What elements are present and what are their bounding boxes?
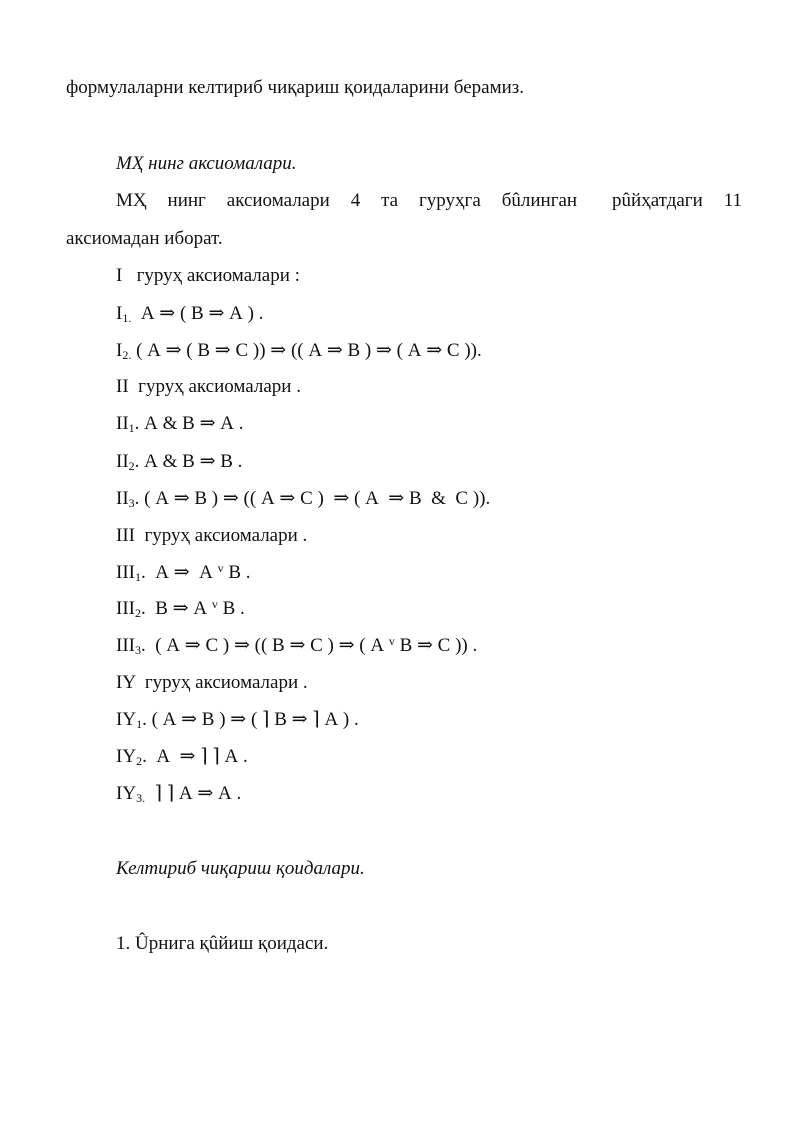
group-4-heading: IY гуруҳ аксиомалари .	[116, 672, 308, 693]
intro-line: формулаларни келтириб чиқариш қоидаларини берамиз.	[66, 77, 525, 98]
axiom-label: I	[116, 303, 123, 324]
axiom-label: III	[116, 598, 135, 619]
axiom-formula: . А ⇒ ⌉ ⌉ А .	[142, 746, 248, 767]
word: гуруҳга	[419, 190, 481, 211]
disjunction-symbol: v	[211, 597, 218, 611]
axiom-I1	[116, 302, 263, 326]
axiom-formula: . В ⇒ А	[140, 598, 212, 619]
axiom-IY3	[116, 782, 241, 806]
axiom-formula: . ( А ⇒ В ) ⇒ (( А ⇒ С ) ⇒ ( А ⇒ В & С )).	[134, 488, 491, 509]
axiom-II3	[116, 487, 490, 511]
axiom-label: IY	[116, 709, 137, 730]
axiom-index: 2	[136, 754, 143, 768]
axiom-III2	[116, 597, 245, 621]
rule-1: 1. Ûрнига қûйиш қоидаси.	[116, 933, 329, 954]
axiom-IY1	[116, 708, 359, 732]
axiom-label: II	[116, 488, 129, 509]
axiom-formula: ( А ⇒ ( В ⇒ С )) ⇒ (( А ⇒ В ) ⇒ ( А ⇒ С )).	[131, 340, 482, 361]
axiom-label: II	[116, 413, 129, 434]
word: МҲ	[116, 190, 147, 211]
group-2-heading: II гуруҳ аксиомалари .	[116, 376, 301, 397]
word: нинг	[167, 190, 206, 211]
axiom-index: 2	[128, 459, 135, 473]
disjunction-symbol: v	[217, 561, 224, 575]
axiom-formula-end: В ⇒ С )) .	[394, 635, 478, 656]
axiom-index: 1	[134, 570, 141, 584]
axiom-formula: . А ⇒ А	[140, 562, 218, 583]
axiom-index: 1	[128, 421, 135, 435]
axiom-index: 1.	[122, 311, 132, 325]
axiom-label: IY	[116, 783, 137, 804]
axiom-index: 1	[136, 717, 143, 731]
word: 11	[723, 190, 742, 211]
axiom-index: 3	[134, 643, 141, 657]
disjunction-symbol: v	[388, 634, 395, 648]
axiom-label: IY	[116, 746, 137, 767]
axiom-III1	[116, 561, 251, 585]
axiom-formula: . А & В ⇒ В .	[134, 451, 243, 472]
axiom-index: 3.	[136, 791, 146, 805]
axiom-index: 3	[128, 496, 135, 510]
axiom-label: III	[116, 635, 135, 656]
rules-title: Келтириб чиқариш қоидалари.	[116, 858, 365, 879]
axiom-label: I	[116, 340, 123, 361]
axiom-formula: . ( А ⇒ С ) ⇒ (( В ⇒ С ) ⇒ ( А	[140, 635, 389, 656]
axiom-formula: . ( А ⇒ В ) ⇒ ( ⌉ В ⇒ ⌉ А ) .	[142, 709, 359, 730]
axiom-formula-end: В .	[217, 598, 245, 619]
axiom-formula: А ⇒ ( В ⇒ А ) .	[131, 303, 264, 324]
word: 4	[350, 190, 361, 211]
word: та	[381, 190, 399, 211]
word: бûлинган	[501, 190, 578, 211]
paragraph-continuation: аксиомадан иборат.	[66, 228, 223, 249]
axiom-III3	[116, 634, 477, 658]
axiom-II2	[116, 450, 242, 474]
axiom-II1	[116, 412, 243, 436]
axiom-formula: ⌉ ⌉ А ⇒ А .	[145, 783, 242, 804]
axiom-IY2	[116, 745, 248, 769]
group-3-heading: III гуруҳ аксиомалари .	[116, 525, 308, 546]
word: аксиомалари	[226, 190, 330, 211]
axiom-label: II	[116, 451, 129, 472]
axiom-formula: . А & В ⇒ А .	[134, 413, 244, 434]
section-title: МҲ нинг аксиомалари.	[116, 153, 297, 174]
axiom-label: III	[116, 562, 135, 583]
axiom-index: 2.	[122, 348, 132, 362]
group-1-heading: I гуруҳ аксиомалари :	[116, 265, 300, 286]
axiom-I2	[116, 339, 482, 363]
axiom-index: 2	[134, 606, 141, 620]
word: рûйҳатдаги	[612, 190, 703, 211]
paragraph-first-line	[116, 189, 742, 213]
axiom-formula-end: В .	[223, 562, 251, 583]
